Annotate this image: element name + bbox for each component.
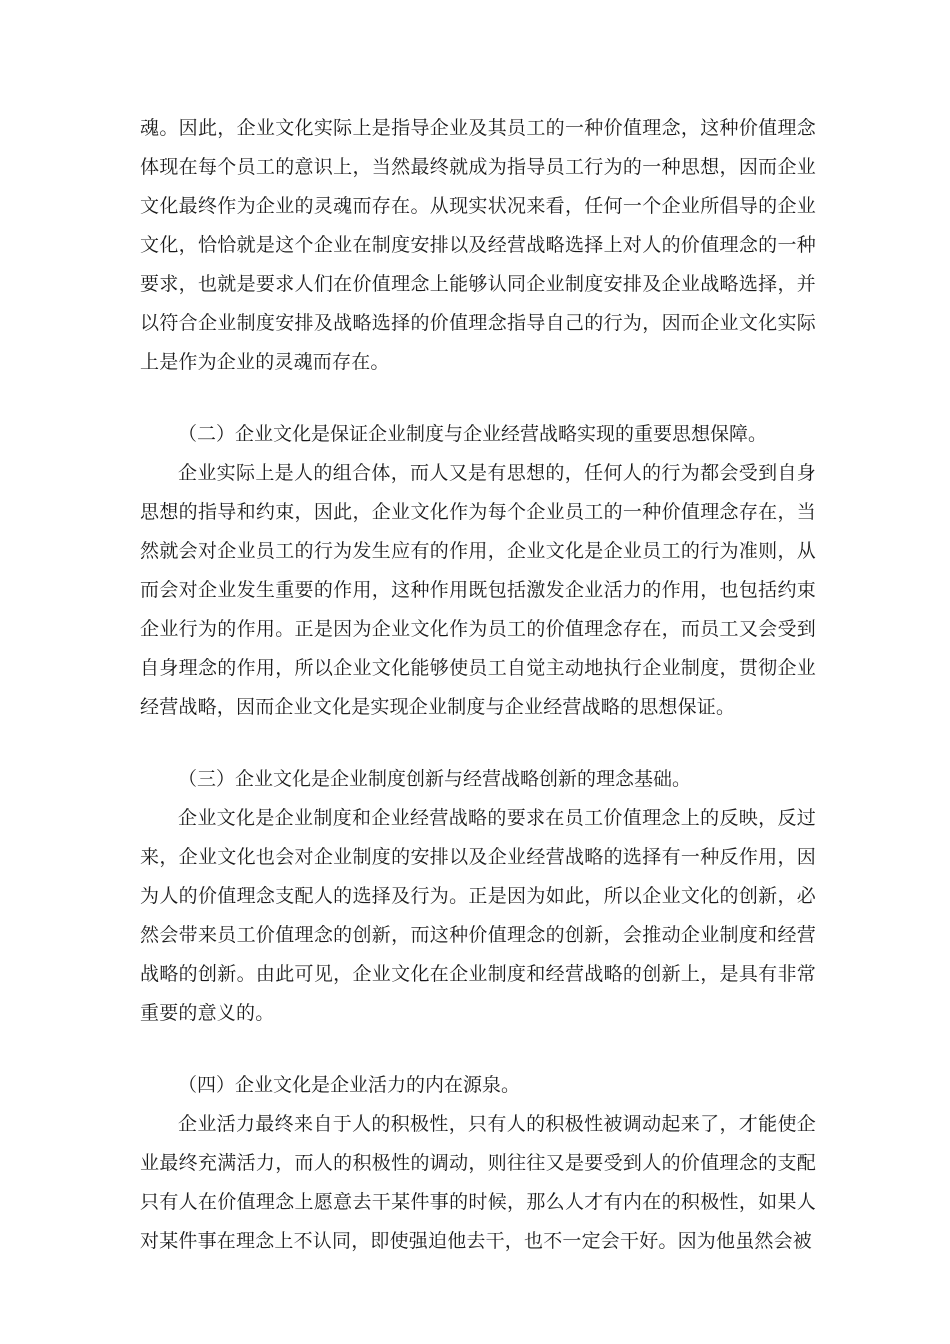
intro-paragraph: 魂。因此，企业文化实际上是指导企业及其员工的一种价值理念，这种价值理念体现在每个员工的意识上，当然最终就成为指导员工行为的一种思想，因而企业文化最终作为企业的灵魂而存在。从现实状况来看，任何一个企业所倡导的企业文化，恰恰就是这个企业在制度安排以及经营战略选择上对人的价值理念的一种要求，也就是要求人们在价值理念上能够认同企业制度安排及企业战略选择，并以符合企业制度安排及战略选择的价值理念指导自己的行为，因而企业文化实际上是作为企业的灵魂而存在。 bbox=[140, 117, 816, 373]
section-3 bbox=[140, 760, 816, 1033]
section-heading: （二）企业文化是保证企业制度与企业经营战略实现的重要思想保障。 bbox=[178, 423, 768, 445]
section-4 bbox=[140, 1066, 816, 1261]
document-page bbox=[140, 109, 816, 1261]
section-body: 企业活力最终来自于人的积极性，只有人的积极性被调动起来了，才能使企业最终充满活力，而人的积极性的调动，则往往又是要受到人的价值理念的支配只有人在价值理念上愿意去干某件事的时候，那么人才有内在的积极性，如果人对某件事在理念上不认同，即使强迫他去干，也不一定会干好。因为他虽然会被 bbox=[140, 1113, 816, 1252]
section-heading: （四）企业文化是企业活力的内在源泉。 bbox=[178, 1074, 521, 1096]
section-2 bbox=[140, 415, 816, 727]
section-body: 企业实际上是人的组合体，而人又是有思想的，任何人的行为都会受到自身思想的指导和约束，因此，企业文化作为每个企业员工的一种价值理念存在，当然就会对企业员工的行为发生应有的作用，企业文化是企业员工的行为准则，从而会对企业发生重要的作用，这种作用既包括激发企业活力的作用，也包括约束企业行为的作用。正是因为企业文化作为员工的价值理念存在，而员工又会受到自身理念的作用，所以企业文化能够使员工自觉主动地执行企业制度，贯彻企业经营战略，因而企业文化是实现企业制度与企业经营战略的思想保证。 bbox=[140, 462, 816, 718]
section-heading: （三）企业文化是企业制度创新与经营战略创新的理念基础。 bbox=[178, 768, 692, 790]
section-body: 企业文化是企业制度和企业经营战略的要求在员工价值理念上的反映，反过来，企业文化也会对企业制度的安排以及企业经营战略的选择有一种反作用，因为人的价值理念支配人的选择及行为。正是因为如此，所以企业文化的创新，必然会带来员工价值理念的创新，而这种价值理念的创新，会推动企业制度和经营战略的创新。由此可见，企业文化在企业制度和经营战略的创新上，是具有非常重要的意义的。 bbox=[140, 807, 816, 1024]
